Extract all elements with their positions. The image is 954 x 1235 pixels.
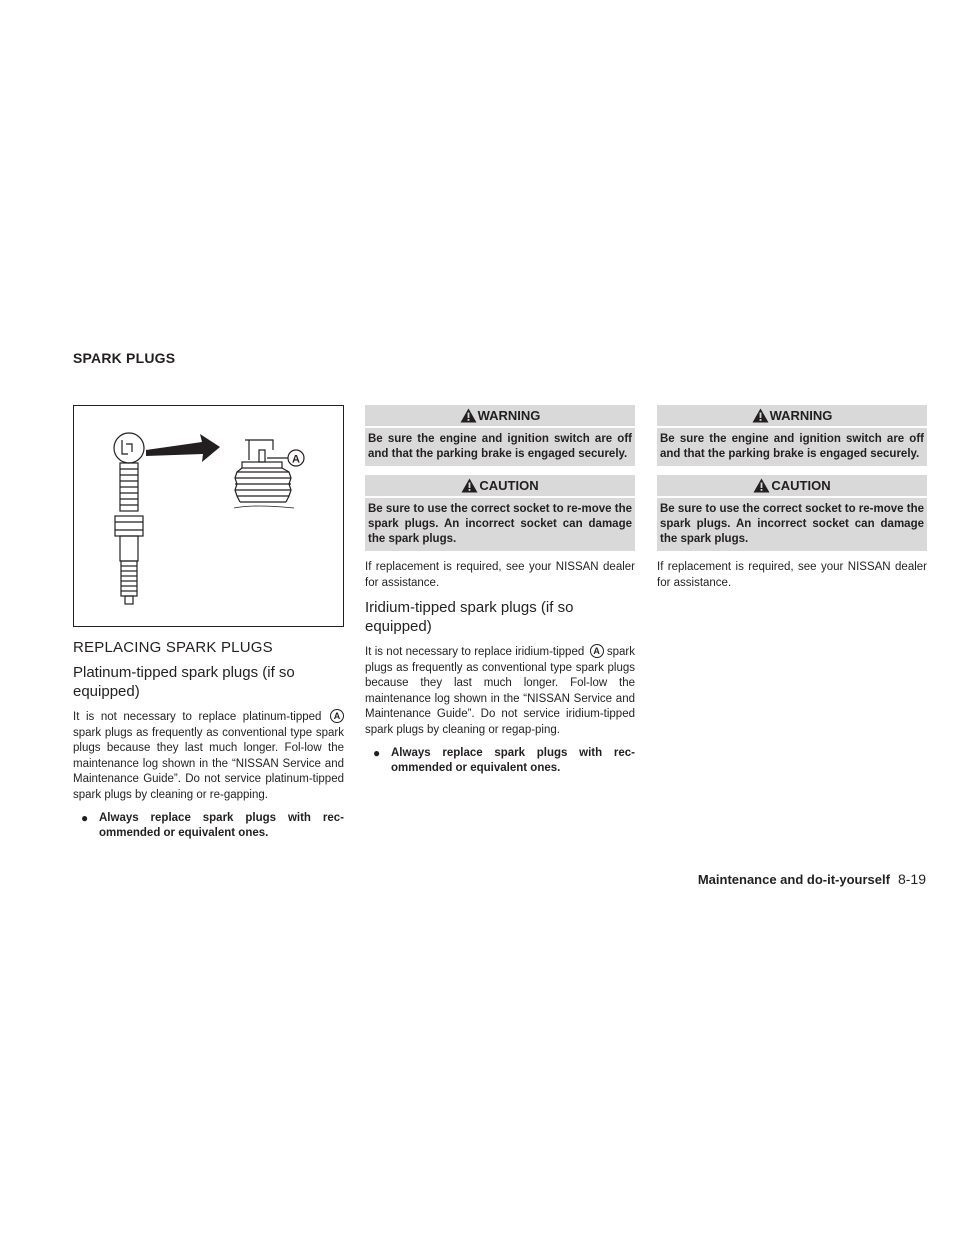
- column-3: [657, 405, 927, 598]
- warning-triangle-icon: [752, 408, 769, 423]
- caution-text: Be sure to use the correct socket to re-move the spark plugs. An incorrect socket can damage the spark plugs.: [660, 503, 924, 545]
- platinum-bullet-text: Always replace spark plugs with rec-ommended or equivalent ones.: [99, 812, 344, 839]
- caution-text: Be sure to use the correct socket to re-move the spark plugs. An incorrect socket can damage the spark plugs.: [368, 503, 632, 545]
- platinum-paragraph-rest: spark plugs as frequently as conventional type spark plugs because they last much longer. Fol-low the maintenance log shown in the “NISSAN Service and Maintenance Guide”. Do not service platinum-tipped spark plugs by cleaning or re-gapping.: [73, 726, 344, 801]
- footer-section-title: Maintenance and do-it-yourself: [697, 872, 890, 887]
- caution-title: CAUTION: [479, 478, 539, 493]
- caution-title: CAUTION: [771, 478, 831, 493]
- bullet-dot: ●: [81, 811, 89, 825]
- replacement-paragraph: If replacement is required, see your NISSAN dealer for assistance.: [657, 561, 927, 589]
- warning-text: Be sure the engine and ignition switch are off and that the parking brake is engaged securely.: [368, 433, 632, 460]
- caution-box: [657, 475, 927, 551]
- platinum-subheading: Platinum-tipped spark plugs (if so equipped): [73, 664, 295, 700]
- warning-header: [657, 405, 927, 428]
- platinum-paragraph-lead: It is not necessary to replace platinum-tipped: [73, 711, 322, 723]
- caution-triangle-icon: [753, 478, 770, 493]
- warning-box: [365, 405, 635, 466]
- iridium-subheading: Iridium-tipped spark plugs (if so equipped): [365, 599, 574, 635]
- column-2: [365, 405, 635, 776]
- callout-label-a: A: [292, 453, 300, 466]
- warning-box: [657, 405, 927, 466]
- warning-text: Be sure the engine and ignition switch are off and that the parking brake is engaged securely.: [660, 433, 924, 460]
- platinum-bullet: [73, 811, 344, 841]
- iridium-paragraph-rest: spark plugs as frequently as conventional type spark plugs because they last much longer. Fol-low the maintenance log shown in the “NISSAN Service and Maintenance Guide”. Do not service iridium-tipped spark plugs by cleaning or regap-ping.: [365, 646, 635, 736]
- page-number: 8-19: [897, 871, 926, 887]
- caution-header: [365, 475, 635, 498]
- iridium-bullet-text: Always replace spark plugs with rec-ommended or equivalent ones.: [391, 747, 635, 774]
- section-title: SPARK PLUGS: [73, 350, 176, 366]
- column-1: [73, 405, 344, 841]
- iridium-paragraph: [365, 644, 635, 738]
- iridium-bullet: [365, 746, 635, 776]
- warning-header: [365, 405, 635, 428]
- caution-triangle-icon: [461, 478, 478, 493]
- platinum-paragraph: [73, 709, 344, 803]
- circled-a-marker: A: [330, 709, 344, 723]
- spark-plug-figure: [73, 405, 344, 627]
- bullet-dot: ●: [373, 746, 381, 760]
- caution-header: [657, 475, 927, 498]
- spark-plug-illustration: [74, 406, 343, 626]
- replacing-heading: REPLACING SPARK PLUGS: [73, 639, 273, 656]
- replacement-paragraph: If replacement is required, see your NISSAN dealer for assistance.: [365, 561, 635, 589]
- warning-title: WARNING: [769, 408, 833, 423]
- warning-title: WARNING: [477, 408, 541, 423]
- caution-box: [365, 475, 635, 551]
- warning-triangle-icon: [460, 408, 477, 423]
- page-footer: [698, 871, 926, 887]
- iridium-paragraph-lead: It is not necessary to replace iridium-tipped: [365, 646, 585, 658]
- circled-a-marker: A: [590, 644, 604, 658]
